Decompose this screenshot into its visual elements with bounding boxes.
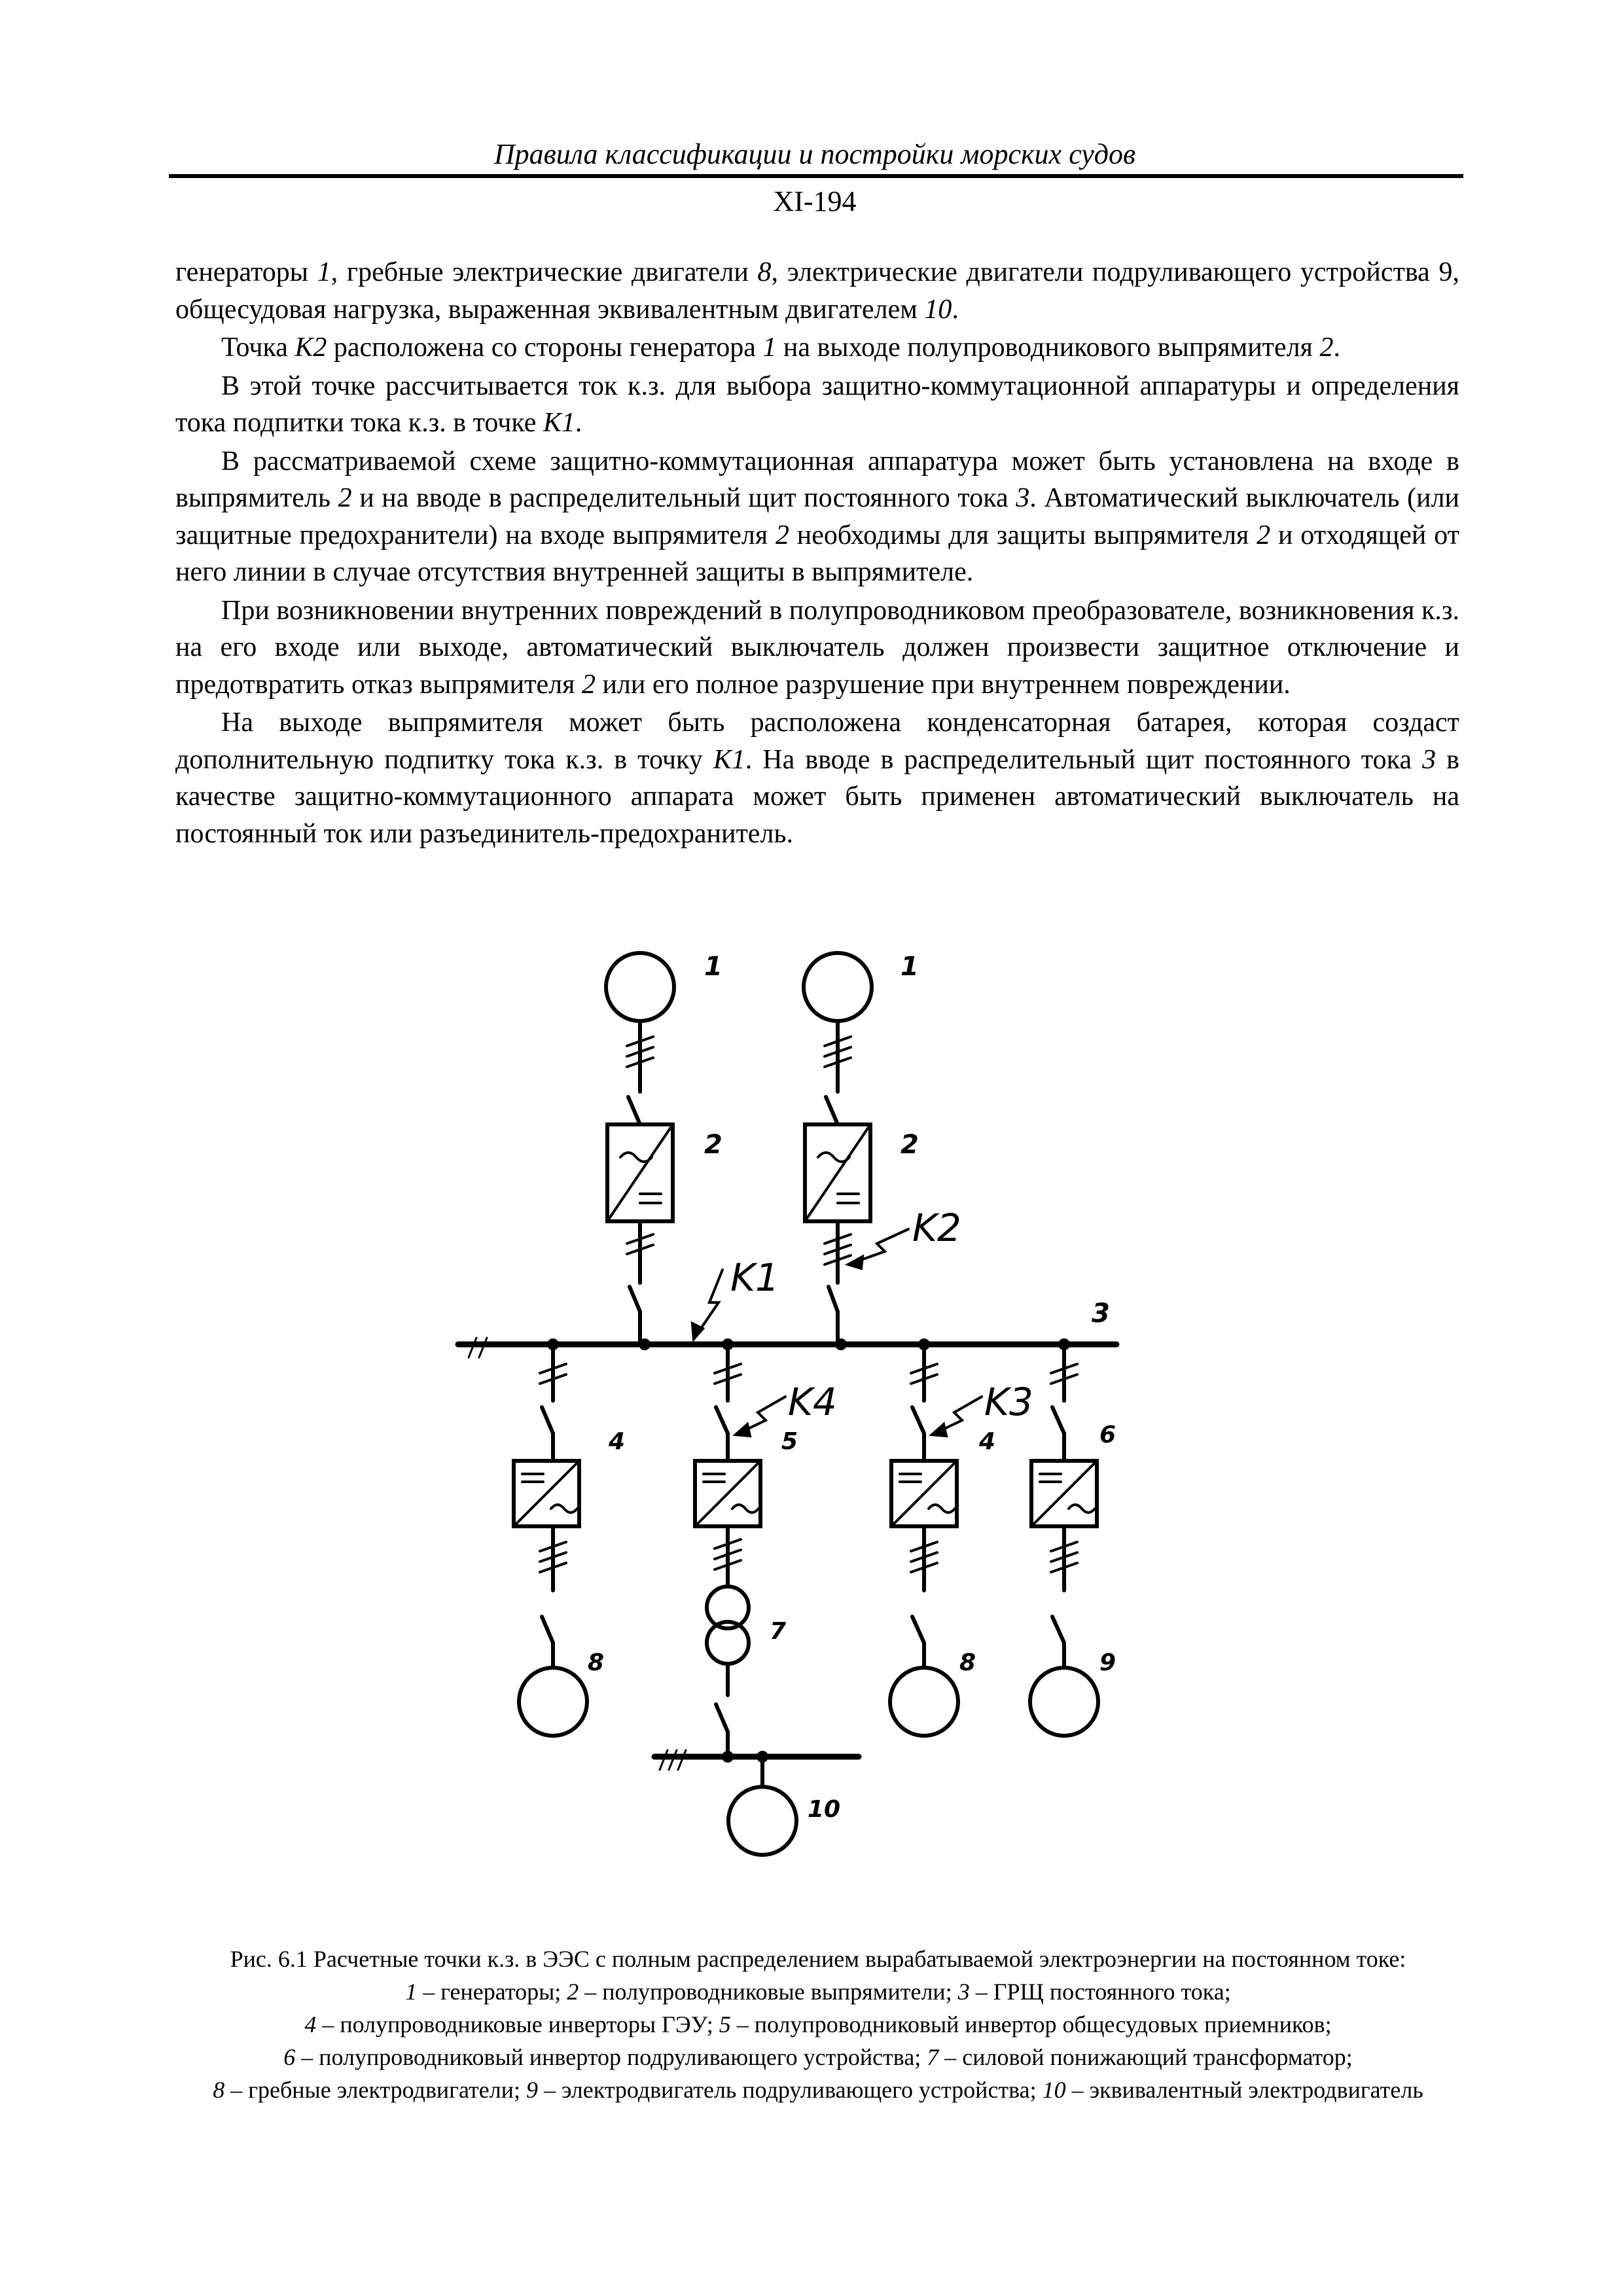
text-run: на выходе полупроводникового выпрямителя (776, 332, 1320, 363)
caption-line (164, 1975, 1472, 2008)
text-run: в качестве защитно-коммутационного аппарата может быть применен автоматический выключатель на постоянный ток или разъединитель-предохранитель. (175, 744, 1459, 849)
italic-reference: 3 (957, 1979, 970, 2005)
paragraph (175, 254, 1459, 328)
text-run: При возникновении внутренних повреждений в полупроводниковом преобразователе, возникновения к.з. на его входе или выходе, автоматический выключатель должен произвести защитное отключение и предотвратить отказ выпрямителя (175, 595, 1459, 700)
caption-line (164, 2008, 1472, 2041)
text-run: – полупроводниковые выпрямители; (579, 1979, 958, 2005)
text-run: – силовой понижающий трансформатор; (938, 2044, 1353, 2070)
label-inverter-b: 5 (781, 1428, 798, 1455)
running-header-title: Правила классификации и постройки морских судов (493, 138, 1136, 170)
label-load: 10 (808, 1796, 841, 1823)
text-run: – полупроводниковый инвертор подруливающего устройства; (295, 2044, 927, 2070)
label-k2: K2 (912, 1206, 961, 1250)
page-number: XI-194 (773, 185, 857, 217)
italic-reference: К1 (543, 408, 575, 438)
label-generator-right: 1 (901, 952, 919, 982)
text-run: необходимы для защиты выпрямителя (789, 520, 1257, 550)
text-run: , электрические двигатели подруливающего устройства 9, общесудовая нагрузка, выраженная эквивалентным двигателем (175, 257, 1459, 325)
text-run: – ГРЩ постоянного тока; (969, 1979, 1231, 2005)
label-rectifier-right: 2 (901, 1130, 919, 1160)
text-run: – генераторы; (417, 1979, 567, 2005)
text-run: . (1333, 332, 1340, 363)
italic-reference: 3 (1422, 744, 1436, 775)
paragraph (175, 443, 1459, 591)
text-run: и на вводе в распределительный щит постоянного тока (351, 483, 1016, 513)
italic-reference: 6 (283, 2044, 296, 2070)
label-inverter-c: 4 (979, 1428, 996, 1455)
rectifier-2-right (805, 1124, 870, 1344)
text-run: . На вводе в распределительный щит постоянного тока (745, 744, 1423, 775)
paragraph (175, 592, 1459, 704)
label-motor-c: 8 (959, 1649, 976, 1676)
branch-inverter-5 (695, 1344, 760, 1757)
text-run: расположена со стороны генератора (327, 332, 763, 363)
italic-reference: 5 (719, 2011, 731, 2037)
caption-line (164, 2073, 1472, 2106)
italic-reference: 2 (567, 1979, 579, 2005)
text-run: . (575, 408, 582, 438)
branch-inverter-4-left (514, 1344, 587, 1736)
figure-caption (164, 1943, 1472, 2106)
italic-reference: 2 (581, 669, 596, 700)
italic-reference: К2 (294, 332, 327, 363)
text-run: Точка (221, 332, 295, 363)
label-motor-a: 8 (588, 1649, 605, 1676)
text-run: генераторы (175, 257, 317, 287)
italic-reference: 2 (775, 520, 789, 550)
label-k3: K3 (984, 1380, 1033, 1424)
italic-reference: 3 (1016, 483, 1030, 513)
italic-reference: 10 (924, 294, 952, 325)
circuit-diagram (0, 903, 1623, 1911)
text-run: – полупроводниковый инвертор общесудовых приемников; (730, 2011, 1332, 2037)
generator-1-left (606, 953, 674, 1124)
italic-reference: 1 (317, 257, 331, 287)
dc-bus-3 (458, 1338, 1116, 1357)
italic-reference: К1 (713, 744, 745, 775)
rectifier-2-left (607, 1124, 673, 1344)
text-run: На выходе выпрямителя может быть расположена конденсаторная батарея, которая создаст дополнительную подпитку тока к.з. в точку (175, 708, 1459, 775)
text-run: – полупроводниковые инверторы ГЭУ; (316, 2011, 719, 2037)
label-inverter-d: 6 (1099, 1422, 1116, 1448)
text-run: – гребные электродвигатели; (224, 2077, 526, 2103)
italic-reference: 1 (405, 1979, 418, 2005)
text-run: , гребные электрические двигатели (330, 257, 758, 287)
fault-arrow-k3 (932, 1397, 982, 1436)
text-run: . (952, 294, 959, 325)
text-run: В этой точке рассчитывается ток к.з. для выбора защитно-коммутационной аппаратуры и определения тока подпитки тока к.з. в точке (175, 370, 1459, 438)
label-motor-d: 9 (1099, 1649, 1116, 1676)
label-inverter-a: 4 (609, 1428, 626, 1455)
paragraph (175, 329, 1459, 367)
label-generator-left: 1 (704, 952, 722, 982)
italic-reference: 10 (1042, 2077, 1066, 2103)
text-run: Рис. 6.1 Расчетные точки к.з. в ЭЭС с полным распределением вырабатываемой электроэнергии на постоянном токе: (230, 1946, 1406, 1972)
italic-reference: 9 (526, 2077, 538, 2103)
paragraph (175, 368, 1459, 442)
caption-line (164, 2041, 1472, 2073)
italic-reference: 1 (762, 332, 777, 363)
label-k1: K1 (730, 1255, 779, 1300)
italic-reference: 4 (304, 2011, 317, 2037)
italic-reference: 8 (757, 257, 772, 287)
text-run: – электродвигатель подруливающего устройства; (537, 2077, 1043, 2103)
label-transformer: 7 (770, 1618, 787, 1645)
fault-arrow-k4 (736, 1397, 785, 1436)
italic-reference: 7 (927, 2044, 939, 2070)
fault-arrow-k2 (848, 1229, 908, 1268)
italic-reference: 8 (213, 2077, 225, 2103)
branch-inverter-6 (1030, 1344, 1098, 1736)
branch-inverter-4-right (890, 1344, 958, 1736)
caption-line (164, 1943, 1472, 1975)
text-run: В рассматриваемой схеме защитно-коммутационная аппаратура может быть установлена на входе в выпрямитель (175, 446, 1459, 513)
italic-reference: 2 (1257, 520, 1271, 550)
italic-reference: 2 (338, 483, 352, 513)
text-run: и отходящей от него линии в случае отсутствия внутренней защиты в выпрямителе. (175, 520, 1459, 587)
body-text (175, 254, 1459, 853)
fault-arrow-k1 (692, 1270, 722, 1339)
label-bus: 3 (1092, 1299, 1110, 1329)
header-rule (169, 174, 1463, 178)
label-k4: K4 (788, 1380, 837, 1424)
text-run: – эквивалентный электродвигатель (1065, 2077, 1423, 2103)
text-run: или его полное разрушение при внутреннем повреждении. (595, 669, 1291, 700)
text-run: . Автоматический выключатель (или защитные предохранители) на входе выпрямителя (175, 483, 1460, 550)
paragraph (175, 704, 1459, 852)
generator-1-right (804, 953, 872, 1124)
label-rectifier-left: 2 (704, 1130, 722, 1160)
italic-reference: 2 (1319, 332, 1334, 363)
